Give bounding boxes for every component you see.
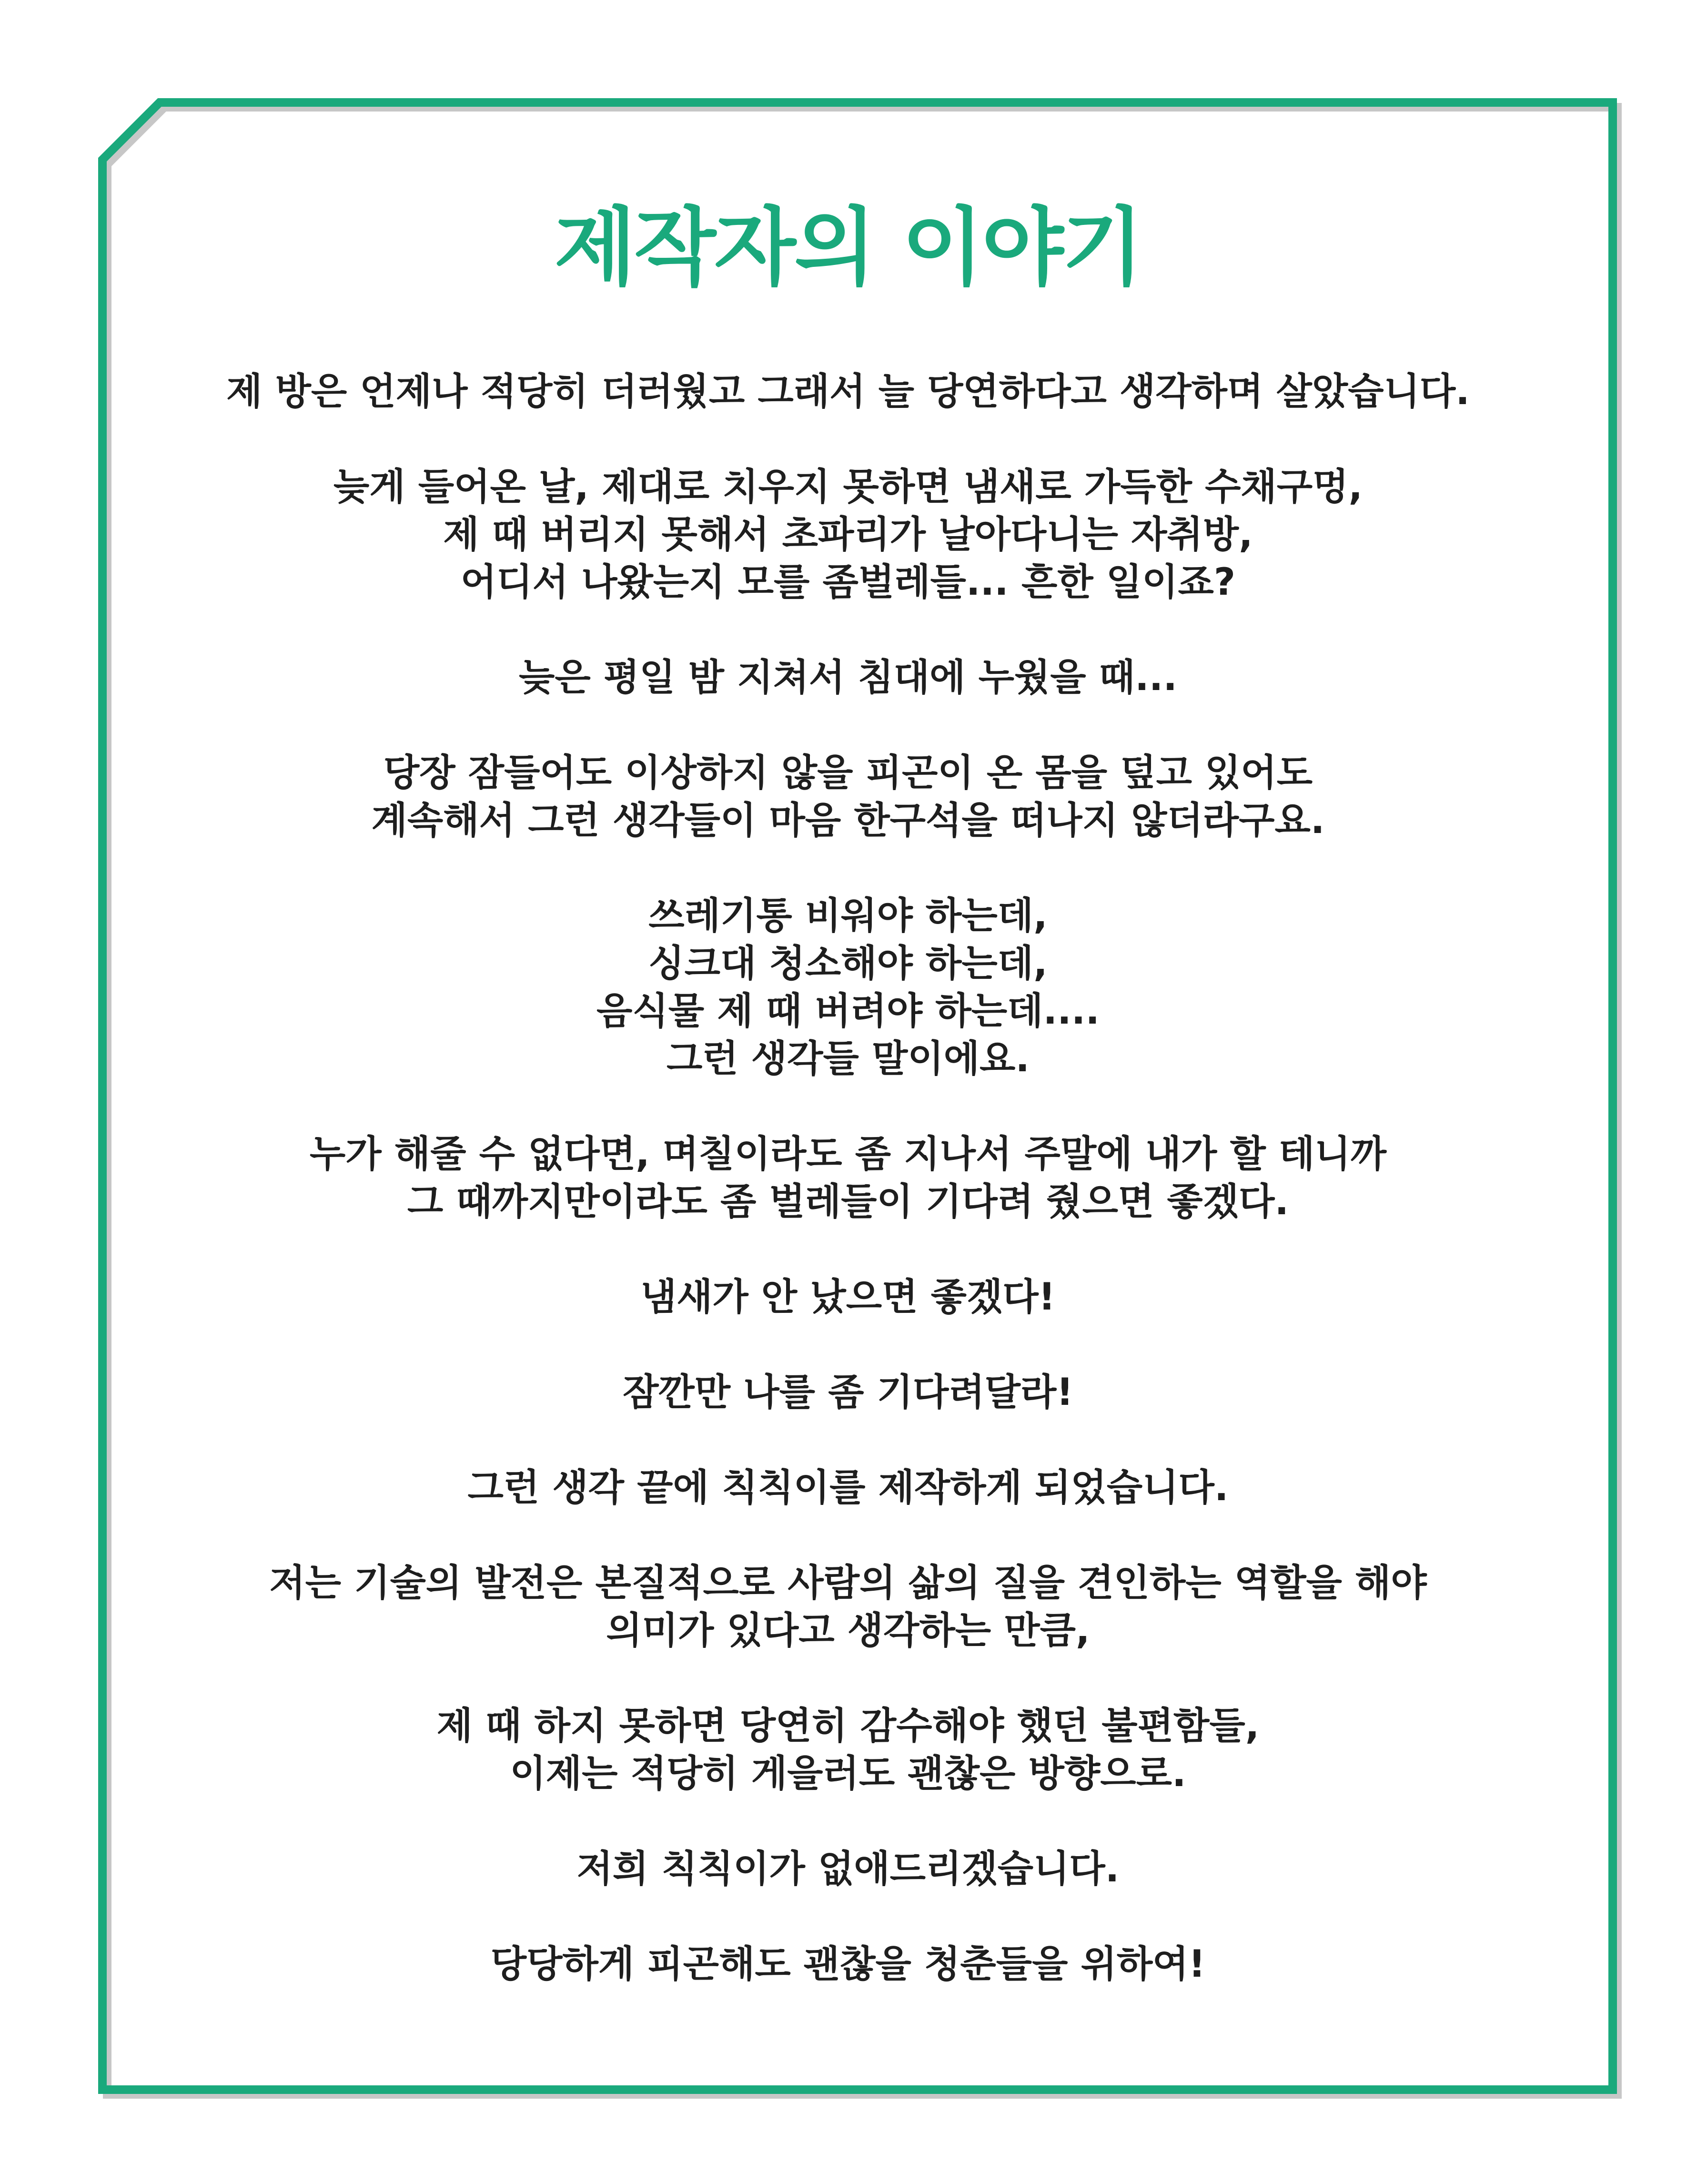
story-line: 이제는 적당히 게을러도 괜찮은 방향으로.	[510, 1752, 1186, 1795]
story-line: 제 때 하지 못하면 당연히 감수해야 했던 불편함들,	[436, 1705, 1260, 1747]
story-line: 싱크대 청소해야 하는데,	[648, 942, 1048, 985]
story-line: 저는 기술의 발전은 본질적으로 사람의 삶의 질을 견인하는 역할을 해야	[269, 1562, 1427, 1605]
story-line: 어디서 나왔는지 모를 좀벌레들... 흔한 일이죠?	[460, 561, 1236, 604]
story-line: 당장 잠들어도 이상하지 않을 피곤이 온 몸을 덮고 있어도	[383, 752, 1313, 794]
story-paragraph	[114, 1369, 1582, 1416]
story-line: 냄새가 안 났으면 좋겠다!	[640, 1276, 1056, 1319]
story-paragraph	[114, 1464, 1582, 1512]
story-line: 늦게 들어온 날, 제대로 치우지 못하면 냄새로 가득한 수채구멍,	[333, 466, 1363, 508]
story-paragraph	[114, 368, 1582, 416]
story-line: 누가 해줄 수 없다면, 며칠이라도 좀 지나서 주말에 내가 할 테니까	[309, 1133, 1387, 1176]
story-line: 그 때까지만이라도 좀 벌레들이 기다려 줬으면 좋겠다.	[407, 1180, 1289, 1223]
story-line: 당당하게 피곤해도 괜찮을 청춘들을 위하여!	[490, 1943, 1206, 1986]
story-line: 그런 생각들 말이에요.	[666, 1037, 1030, 1080]
story-paragraph	[114, 892, 1582, 1083]
story-paragraph	[114, 749, 1582, 844]
story-line: 음식물 제 때 버려야 하는데....	[596, 990, 1100, 1033]
story-paragraph	[114, 1845, 1582, 1893]
story-paragraph	[114, 1559, 1582, 1655]
story-line: 그런 생각 끝에 칙칙이를 제작하게 되었습니다.	[467, 1466, 1229, 1509]
story-paragraph	[114, 463, 1582, 606]
story-line: 늦은 평일 밤 지쳐서 침대에 누웠을 때...	[518, 656, 1178, 699]
story-line: 저희 칙칙이가 없애드리겠습니다.	[576, 1848, 1120, 1890]
story-line: 계속해서 그런 생각들이 마음 한구석을 떠나지 않더라구요.	[371, 799, 1325, 842]
story-paragraph	[114, 1940, 1582, 1988]
story-paragraph	[114, 1273, 1582, 1321]
story-line: 쓰레기통 비워야 하는데,	[648, 894, 1048, 937]
story-paragraph	[114, 1130, 1582, 1226]
page-title: 제작자의 이야기	[554, 198, 1142, 297]
story-line: 잠깐만 나를 좀 기다려달라!	[623, 1371, 1073, 1414]
story-paragraph	[114, 1702, 1582, 1798]
story-body	[114, 368, 1582, 1988]
story-line: 제 방은 언제나 적당히 더러웠고 그래서 늘 당연하다고 생각하며 살았습니다.	[226, 370, 1470, 413]
story-content	[114, 186, 1582, 2036]
story-line: 의미가 있다고 생각하는 만큼,	[606, 1609, 1090, 1652]
story-paragraph	[114, 654, 1582, 701]
story-line: 제 때 버리지 못해서 초파리가 날아다니는 자취방,	[443, 513, 1253, 556]
